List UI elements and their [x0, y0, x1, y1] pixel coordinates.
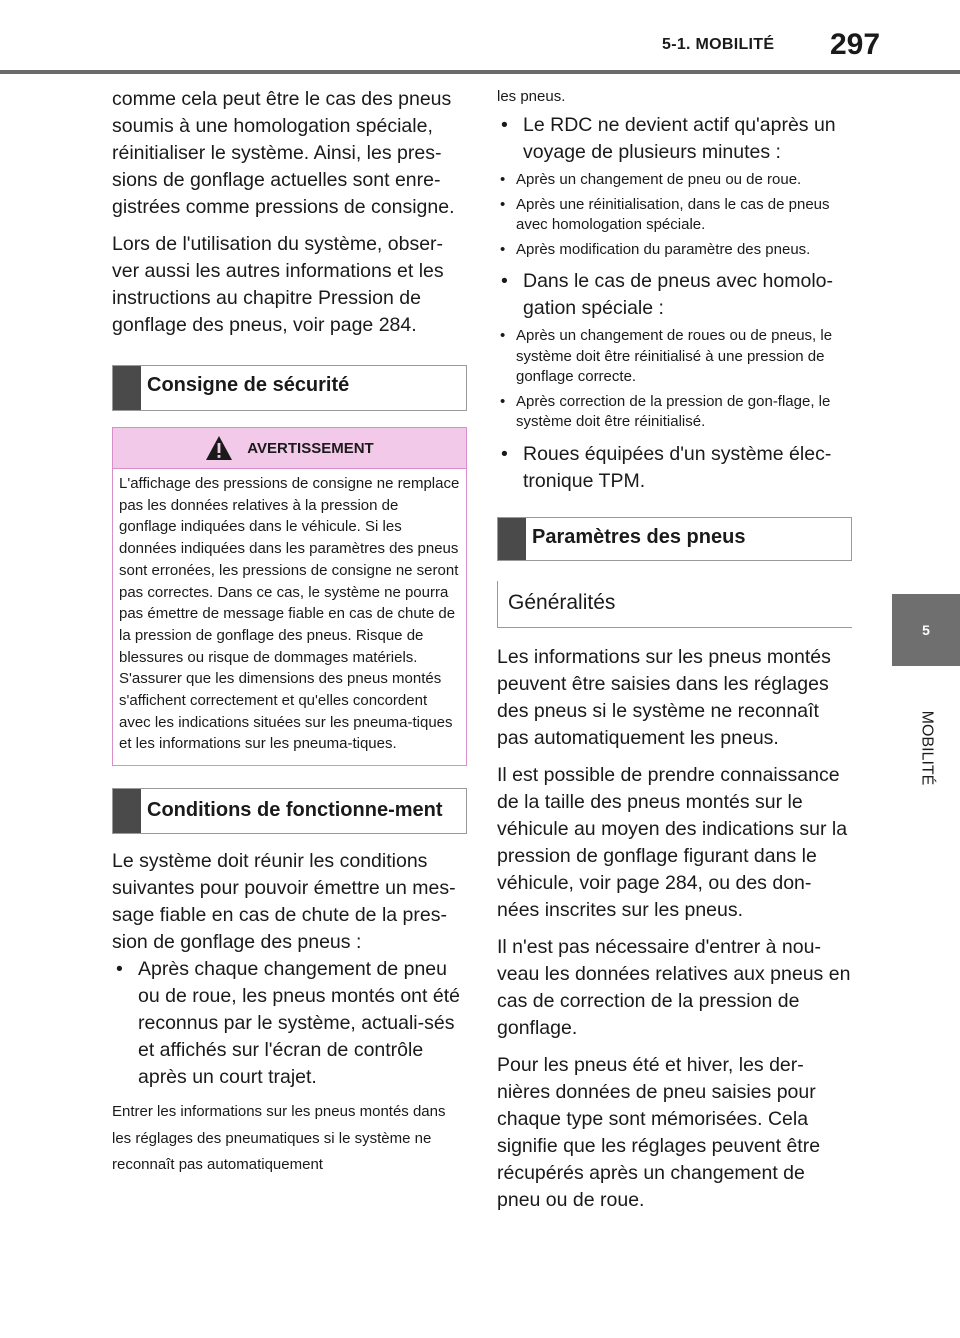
list-item-text: Après un changement de pneu ou de roue.	[516, 171, 802, 188]
list-item-text: Dans le cas de pneus avec homolo-gation spéciale :	[523, 270, 834, 319]
params-heading-box	[497, 517, 852, 561]
general-paragraph-1: Les informations sur les pneus montés peuvent être saisies dans les réglages des pneus si le système ne reconnaît pas automatiquement les pneus.	[497, 645, 831, 749]
special-list	[497, 268, 852, 322]
safety-heading: Consigne de sécurité	[147, 374, 350, 396]
conditions-paragraph: Le système doit réunir les conditions suivantes pour pouvoir émettre un mes-sage fiable en cas de chute de la pres-sion de gonflage des pneus :	[112, 850, 456, 954]
conditions-list	[112, 956, 467, 1091]
heading-bar	[498, 518, 526, 560]
conditions-heading: Conditions de fonctionne-ment	[147, 799, 443, 822]
list-item: • Après un changement de roues ou de pneus, le système doit être réinitialisé à une pression de gonflage correcte.	[500, 327, 833, 385]
special-sublist	[497, 326, 852, 433]
rdc-sublist	[497, 170, 852, 260]
general-paragraph-3: Il n'est pas nécessaire d'entrer à nou-veau les données relatives aux pneus en cas de correction de la pression de gonflage.	[497, 935, 851, 1039]
chapter-tab-text: MOBILITÉ	[918, 710, 935, 786]
safety-heading-box	[112, 365, 467, 411]
continued-text: les pneus.	[497, 88, 566, 105]
list-item-text: Après correction de la pression de gon-flage, le système doit être réinitialisé.	[516, 392, 831, 430]
heading-bar	[113, 789, 141, 833]
chapter-tab-number[interactable]: 5	[892, 594, 960, 666]
list-item: • Dans le cas de pneus avec homolo-gation spéciale :	[501, 270, 834, 319]
general-paragraph-4: Pour les pneus été et hiver, les der-nières données de pneu saisies pour chaque type sont mémorisées. Cela signifie que les réglages peuvent être récupérés après un changement de pneu ou de roue.	[497, 1053, 821, 1211]
list-item: • Après une réinitialisation, dans le cas de pneus avec homologation spéciale.	[500, 195, 830, 233]
general-paragraph-2: Il est possible de prendre connaissance de la taille des pneus montés sur le véhicule au moyen des indications sur la pression de gonflage figurant dans le véhicule, voir page 284, ou des don-nées inscrites sur les pneus.	[497, 763, 848, 921]
list-item: • Roues équipées d'un système élec-tronique TPM.	[501, 442, 832, 492]
list-item: • Après chaque changement de pneu ou de roue, les pneus montés ont été reconnus par le système, actuali-sés et affichés sur l'écran de contrôle après un court trajet.	[116, 958, 460, 1089]
small-note: Entrer les informations sur les pneus montés dans les réglages des pneumatiques si le système ne reconnaît pas automatiquement	[112, 1103, 446, 1174]
intro-paragraph: comme cela peut être le cas des pneus soumis à une homologation spéciale, réinitialiser le système. Ainsi, les pres-sions de gonflage actuelles sont enre-gistrées comme pressions de consigne.	[112, 88, 455, 218]
conditions-heading-box	[112, 788, 467, 834]
rdc-list	[497, 112, 852, 166]
warning-triangle-icon	[205, 435, 233, 461]
list-item: • Après un changement de pneu ou de roue.	[500, 171, 802, 188]
warning-text: L'affichage des pressions de consigne ne remplace pas les données relatives à la pression de gonflage indiquées dans le véhicule. Si les données indiquées dans les paramètres des pneus sont erronées, les pressions de consigne ne seront pas correctes. Dans ce cas, le système ne pourra pas émettre de message fiable en cas de chute de la pression de gonflage des pneus. Risque de blessures ou risque de dommages matériels. S'assurer que les dimensions des pneus montés s'affichent correctement et qu'elles concordent avec les indications situées sur les pneuma-tiques et les informations sur les pneuma-tiques.	[119, 475, 460, 753]
list-item-text: Le RDC ne devient actif qu'après un voyage de plusieurs minutes :	[523, 114, 836, 163]
section-title: 5-1. MOBILITÉ	[662, 36, 775, 53]
list-item-text: Après une réinitialisation, dans le cas de pneus avec homologation spéciale.	[516, 195, 830, 233]
page-number: 297	[830, 28, 881, 61]
left-column	[112, 86, 467, 1179]
warning-header	[113, 428, 466, 469]
tpm-list	[497, 441, 852, 495]
reference-paragraph: Lors de l'utilisation du système, obser-ver aussi les autres informations et les instructions au chapitre Pression de gonflage des pneus, voir page 284.	[112, 233, 444, 336]
heading-bar	[113, 366, 141, 410]
warning-box	[112, 427, 467, 766]
params-heading: Paramètres des pneus	[532, 525, 746, 548]
list-item-text: Après modification du paramètre des pneus.	[516, 240, 811, 258]
list-item: • Après modification du paramètre des pneus.	[500, 240, 811, 258]
chapter-tab-label	[892, 666, 960, 830]
header-rule	[0, 70, 960, 74]
right-column	[497, 86, 852, 1224]
general-subheading: Généralités	[497, 581, 852, 628]
list-item-text: Après chaque changement de pneu ou de roue, les pneus montés ont été reconnus par le système, actuali-sés et affichés sur l'écran de contrôle après un court trajet.	[138, 958, 460, 1089]
list-item-text: Après un changement de roues ou de pneus, le système doit être réinitialisé à une pression de gonflage correcte.	[516, 327, 833, 385]
list-item: • Le RDC ne devient actif qu'après un voyage de plusieurs minutes :	[501, 114, 836, 163]
list-item: • Après correction de la pression de gon-flage, le système doit être réinitialisé.	[500, 392, 831, 430]
list-item-text: Roues équipées d'un système élec-tronique TPM.	[523, 442, 832, 492]
warning-title: AVERTISSEMENT	[247, 439, 374, 457]
